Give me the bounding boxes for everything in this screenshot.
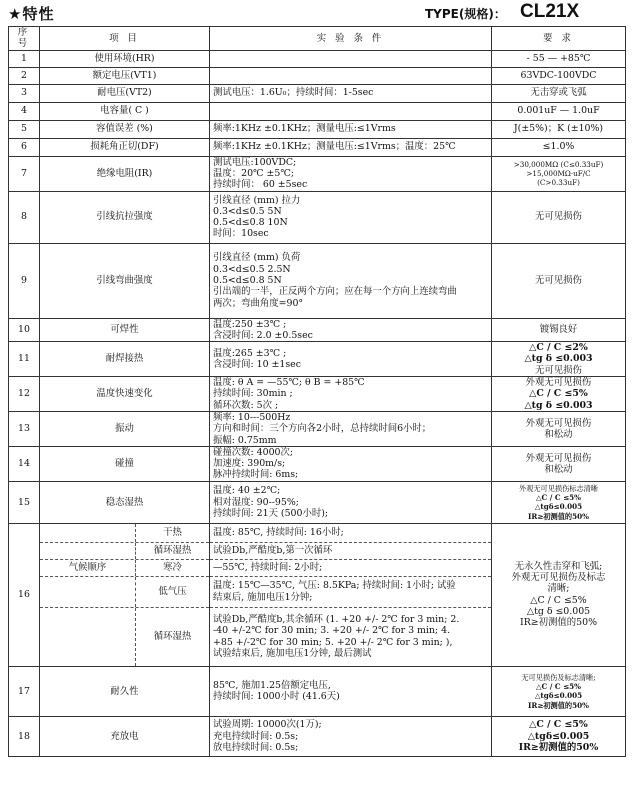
- row-number: 4: [9, 102, 40, 120]
- text-line: 和松动: [544, 463, 573, 475]
- row-number: 2: [9, 67, 40, 84]
- text-line: 结束后, 施加电压1分钟;: [213, 591, 313, 603]
- text-line: 持续时间: 30min ;: [213, 388, 293, 400]
- text-line: 方向和时间：三个方向各2小时，总持续时间6小时；: [213, 423, 432, 435]
- row-condition: [210, 523, 492, 542]
- text-line: 无可见损伤: [535, 364, 582, 376]
- row-requirement: [492, 523, 626, 666]
- text-line: 两次；弯曲角度=90°: [213, 297, 304, 309]
- row-item: 绝缘电阻(IR): [40, 156, 210, 191]
- row-number: 5: [9, 120, 40, 138]
- row-number: 14: [9, 446, 40, 481]
- row-requirement: [492, 138, 626, 156]
- text-line: 无可见损伤及标志清晰;: [521, 672, 596, 682]
- text-line: 测试电压:100VDC;: [213, 156, 297, 168]
- text-line: 63VDC-100VDC: [520, 69, 597, 81]
- text-line: 相对湿度: 90--95%;: [213, 496, 299, 508]
- text-line: △C / C ≤2%: [529, 342, 588, 354]
- row-requirement: [492, 191, 626, 243]
- table-row: [9, 666, 626, 716]
- row-condition: [210, 607, 492, 666]
- text-line: 无可见损伤: [535, 211, 582, 223]
- text-line: 循环次数: 5次 ;: [213, 399, 279, 411]
- row-condition: [210, 342, 492, 377]
- text-line: 无击穿或飞弧: [530, 87, 587, 99]
- text-line: 和松动: [544, 428, 573, 440]
- table-row: [9, 411, 626, 446]
- row-item: 容值误差 (%): [40, 120, 210, 138]
- row-condition: [210, 481, 492, 523]
- text-line: 试验Db,严酷度b,其余循环 (1. +20 +/- 2℃ for 3 min; 2.: [213, 614, 460, 626]
- row-requirement: [492, 411, 626, 446]
- text-line: 含浸时间: 10 ±1sec: [213, 359, 301, 371]
- row-requirement: [492, 666, 626, 716]
- table-row: [9, 156, 626, 191]
- text-line: IR≥初测值的50%: [520, 617, 597, 629]
- row-item: 温度快速变化: [40, 377, 210, 412]
- text-line: △C / C ≤5%: [536, 492, 581, 502]
- text-line: 测试电压：1.6U₀；持续时间：1-5sec: [213, 87, 374, 99]
- row-number: 18: [9, 716, 40, 756]
- row-item: [40, 576, 210, 607]
- row-condition: [210, 243, 492, 318]
- col-condition: 实 验 条 件: [210, 27, 492, 51]
- sub-item-label: 循环湿热: [153, 631, 192, 643]
- row-number: 17: [9, 666, 40, 716]
- row-condition: [210, 576, 492, 607]
- text-line: 加速度: 390m/s;: [213, 458, 286, 470]
- text-line: 0.5<d≤0.8 5N: [213, 274, 282, 286]
- text-line: IR≥初测值的50%: [528, 511, 589, 521]
- row-item: [40, 523, 210, 542]
- text-line: >30,000MΩ (C≤0.33uF): [513, 159, 604, 169]
- sub-item-label: 寒冷: [163, 562, 182, 574]
- row-item: [40, 542, 210, 559]
- model-number: CL21X: [520, 1, 580, 22]
- text-line: 外观无可见损伤: [525, 452, 592, 464]
- text-line: △tgδ≤0.005: [527, 730, 590, 742]
- text-line: △tg δ ≤0.003: [524, 353, 593, 365]
- row-requirement: [492, 446, 626, 481]
- row-requirement: [492, 156, 626, 191]
- row-requirement: [492, 102, 626, 120]
- table-row: [9, 523, 626, 542]
- row-requirement: [492, 342, 626, 377]
- text-line: 引出端的一半，正反两个方向；应在每一个方向上连续弯曲: [213, 286, 457, 298]
- text-line: 0.5<d≤0.8 10N: [213, 217, 288, 229]
- table-row: [9, 716, 626, 756]
- row-requirement: [492, 716, 626, 756]
- row-item: 耐焊接热: [40, 342, 210, 377]
- row-number: 15: [9, 481, 40, 523]
- row-item: 引线抗拉强度: [40, 191, 210, 243]
- row-condition: [210, 120, 492, 138]
- text-line: 频率: 10---500Hz: [213, 411, 291, 423]
- text-line: 0.3<d≤0.5 5N: [213, 205, 282, 217]
- row-item: 额定电压(VT1): [40, 67, 210, 84]
- text-line: 含浸时间: 2.0 ±0.5sec: [213, 329, 313, 341]
- text-line: +85 +/-2℃ for 30 min; 5. +20 +/- 2℃ for 3 min; ),: [213, 636, 453, 648]
- text-line: 引线直径 (mm) 负荷: [213, 252, 301, 264]
- row-condition: [210, 102, 492, 120]
- text-line: 清晰;: [547, 583, 570, 595]
- sequence-label: 气候顺序: [68, 562, 107, 574]
- text-line: 脉冲持续时间: 6ms;: [213, 469, 299, 481]
- row-number: 7: [9, 156, 40, 191]
- text-line: 无永久性击穿和飞弧;: [514, 560, 603, 572]
- text-line: 85℃, 施加1.25倍额定电压,: [213, 679, 331, 691]
- col-no: 序号: [9, 27, 40, 51]
- row-condition: [210, 411, 492, 446]
- row-condition: [210, 191, 492, 243]
- row-condition: [210, 138, 492, 156]
- characteristics-table: [8, 26, 626, 757]
- row-requirement: [492, 377, 626, 412]
- row-number: 3: [9, 84, 40, 102]
- row-condition: [210, 559, 492, 576]
- text-line: 外观无可见损伤: [525, 377, 592, 389]
- row-item: 耐电压(VT2): [40, 84, 210, 102]
- text-line: 0.001uF — 1.0uF: [517, 105, 600, 117]
- row-number: 8: [9, 191, 40, 243]
- text-line: △C / C ≤5%: [529, 719, 588, 731]
- text-line: IR≥初测值的50%: [518, 741, 599, 753]
- table-row: [9, 50, 626, 67]
- text-line: 温度:250 ±3℃ ;: [213, 318, 287, 330]
- text-line: (C>0.33uF): [537, 178, 580, 188]
- row-requirement: [492, 243, 626, 318]
- row-number: 16: [9, 523, 40, 666]
- header: [0, 0, 633, 26]
- text-line: -40 +/-2℃ for 30 min; 3. +20 +/- 2℃ for 3 min; 4.: [213, 625, 451, 637]
- text-line: 频率:1KHz ±0.1KHz；测量电压:≤1Vrms；温度：25℃: [213, 141, 456, 153]
- row-condition: [210, 318, 492, 342]
- text-line: 温度: 40 ±2℃;: [213, 485, 281, 497]
- text-line: 温度: 85℃, 持续时间: 16小时;: [213, 527, 344, 539]
- text-line: 持续时间： 60 ±5sec: [213, 179, 308, 191]
- row-number: 11: [9, 342, 40, 377]
- row-condition: [210, 67, 492, 84]
- row-number: 1: [9, 50, 40, 67]
- section-title: ★特性: [8, 5, 55, 23]
- text-line: 温度: 15℃—35℃, 气压: 8.5KPa; 持续时间: 1小时; 试验: [213, 580, 456, 592]
- row-condition: [210, 377, 492, 412]
- text-line: —55℃, 持续时间: 2小时;: [213, 562, 323, 574]
- table-row: [9, 342, 626, 377]
- row-item: 损耗角正切(DF): [40, 138, 210, 156]
- text-line: >15,000MΩ·uF/C: [526, 168, 591, 178]
- row-number: 13: [9, 411, 40, 446]
- text-line: 振幅: 0.75mm: [213, 434, 277, 446]
- row-condition: [210, 666, 492, 716]
- row-condition: [210, 446, 492, 481]
- text-line: 引线直径 (mm) 拉力: [213, 194, 301, 206]
- text-line: 镀锡良好: [539, 324, 578, 336]
- table-header-row: [9, 27, 626, 51]
- row-item: 引线弯曲强度: [40, 243, 210, 318]
- row-item: [40, 607, 210, 666]
- text-line: 试验Db,严酷度b,第一次循环: [213, 545, 333, 557]
- row-requirement: [492, 50, 626, 67]
- table-row: [9, 84, 626, 102]
- text-line: ≤1.0%: [542, 141, 575, 153]
- table-row: [9, 138, 626, 156]
- row-item: 耐久性: [40, 666, 210, 716]
- table-row: [9, 102, 626, 120]
- text-line: 碰撞次数: 4000次;: [213, 446, 294, 458]
- row-condition: [210, 542, 492, 559]
- row-requirement: [492, 481, 626, 523]
- row-number: 10: [9, 318, 40, 342]
- row-item: 振动: [40, 411, 210, 446]
- row-item: 使用环境(HR): [40, 50, 210, 67]
- row-number: 12: [9, 377, 40, 412]
- row-item: 可焊性: [40, 318, 210, 342]
- text-line: △C / C ≤5%: [536, 681, 581, 691]
- row-condition: [210, 156, 492, 191]
- text-line: △tgδ≤0.005: [534, 691, 583, 701]
- text-line: △tgδ≤0.005: [534, 502, 583, 512]
- text-line: J(±5%)；K (±10%): [513, 123, 604, 135]
- row-item: 稳态湿热: [40, 481, 210, 523]
- table-row: [9, 67, 626, 84]
- table-row: [9, 120, 626, 138]
- text-line: 持续时间: 1000小时 (41.6天): [213, 691, 340, 703]
- sub-item-label: 干热: [163, 527, 182, 539]
- text-line: 无可见损伤: [535, 274, 582, 286]
- row-number: 6: [9, 138, 40, 156]
- text-line: 持续时间: 21天 (500小时);: [213, 507, 329, 519]
- col-item: 项 目: [40, 27, 210, 51]
- row-item: 电容量( C ): [40, 102, 210, 120]
- table-row: [9, 377, 626, 412]
- text-line: 时间：10sec: [213, 228, 269, 240]
- text-line: 外观无可见损伤标志清晰: [518, 483, 599, 493]
- text-line: △C / C ≤5%: [529, 388, 588, 400]
- text-line: 放电持续时间: 0.5s;: [213, 741, 299, 753]
- text-line: 0.3<d≤0.5 2.5N: [213, 263, 291, 275]
- row-requirement: [492, 84, 626, 102]
- table-row: [9, 191, 626, 243]
- text-line: △tg δ ≤0.003: [524, 399, 593, 411]
- table-row: [9, 318, 626, 342]
- text-line: IR≥初测值的50%: [528, 700, 589, 710]
- table-row: [9, 446, 626, 481]
- sub-item-label: 低气压: [158, 586, 187, 598]
- text-line: 频率:1KHz ±0.1KHz；测量电压:≤1Vrms: [213, 123, 396, 135]
- row-condition: [210, 50, 492, 67]
- text-line: 外观无可见损伤: [525, 417, 592, 429]
- text-line: 充电持续时间: 0.5s;: [213, 730, 299, 742]
- col-requirement: 要 求: [492, 27, 626, 51]
- row-condition: [210, 716, 492, 756]
- table-row: [9, 243, 626, 318]
- row-item: 充放电: [40, 716, 210, 756]
- text-line: - 55 — +85℃: [526, 52, 591, 64]
- row-item: [40, 559, 210, 576]
- sub-item-label: 循环湿热: [153, 545, 192, 557]
- row-condition: [210, 84, 492, 102]
- text-line: △tg δ ≤0.005: [526, 606, 591, 618]
- row-requirement: [492, 67, 626, 84]
- table-row: [9, 481, 626, 523]
- text-line: 试验结束后, 施加电压1分钟, 最后测试: [213, 648, 372, 660]
- text-line: 温度：20℃ ±5℃;: [213, 167, 294, 179]
- row-requirement: [492, 318, 626, 342]
- text-line: 外观无可见损伤及标志: [511, 572, 606, 584]
- row-item: 碰撞: [40, 446, 210, 481]
- type-label: TYPE(规格)：: [425, 7, 506, 21]
- text-line: 温度: θ A = —55℃; θ B = +85℃: [213, 377, 365, 389]
- text-line: 温度:265 ±3℃ ;: [213, 347, 287, 359]
- row-requirement: [492, 120, 626, 138]
- text-line: △C / C ≤5%: [530, 594, 587, 606]
- text-line: 试验周期: 10000次(1万);: [213, 719, 322, 731]
- row-number: 9: [9, 243, 40, 318]
